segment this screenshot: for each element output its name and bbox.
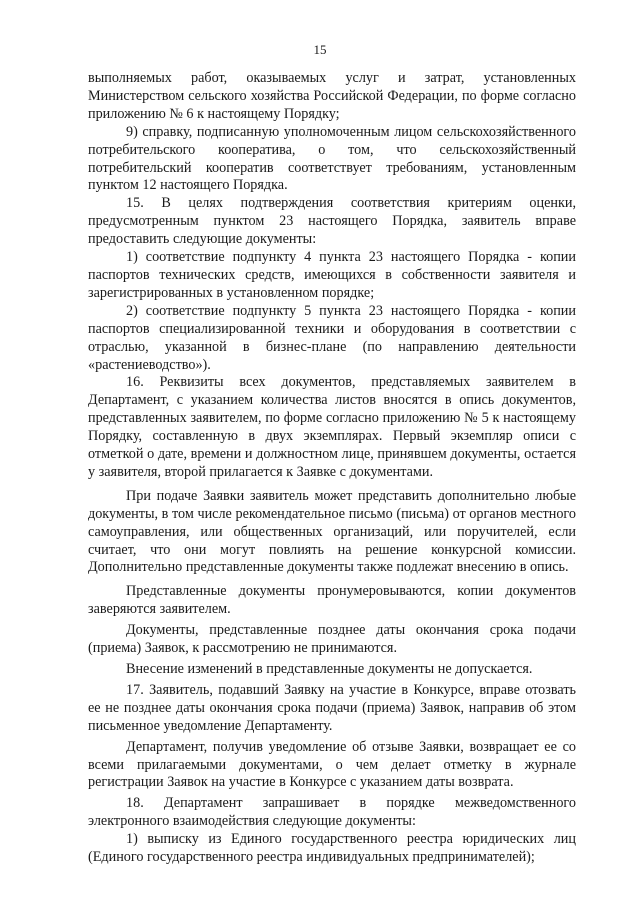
- paragraph-clause-16-changes: Внесение изменений в представленные документы не допускается.: [126, 661, 533, 677]
- paragraph-continuation: выполняемых работ, оказываемых услуг и затрат, установленных Министерством сельского хозяйства Российской Федерации, по форме согласно приложению № 6 к настоящему Порядку;: [88, 70, 576, 122]
- paragraph-clause-15: 15. В целях подтверждения соответствия критериям оценки, предусмотренным пунктом 23 настоящего Порядка, заявитель вправе предоставить следующие документы:: [88, 195, 576, 248]
- paragraph-clause-18-item-1: 1) выписку из Единого государственного реестра юридических лиц (Единого государственного реестра индивидуальных предпринимателей);: [88, 831, 576, 866]
- paragraph-clause-16-numbering: Представленные документы пронумеровываются, копии документов заверяются заявителем.: [88, 583, 576, 618]
- paragraph-clause-15-item-2: 2) соответствие подпункту 5 пункта 23 настоящего Порядка - копии паспортов специализированной техники и оборудования в соответствии с отраслью, указанной в бизнес-плане (по направлению деятельности «растениеводство»).: [88, 302, 576, 373]
- paragraph-item-9: 9) справку, подписанную уполномоченным лицом сельскохозяйственного потребительского кооператива, о том, что сельскохозяйственный потребительский кооператив соответствует требованиям, установленным пунктом 12 настоящего Порядка.: [88, 123, 576, 194]
- paragraph-clause-15-item-1: 1) соответствие подпункту 4 пункта 23 настоящего Порядка - копии паспортов технических средств, имеющихся в собственности заявителя и зарегистрированных в установленном порядке;: [88, 249, 576, 301]
- paragraph-clause-17: 17. Заявитель, подавший Заявку на участие в Конкурсе, вправе отозвать ее не позднее даты окончания срока подачи (приема) Заявок, направив об этом письменное уведомление Департаменту.: [88, 681, 576, 734]
- document-body: [88, 70, 576, 867]
- paragraph-clause-18: 18. Департамент запрашивает в порядке межведомственного электронного взаимодействия следующие документы:: [88, 795, 576, 830]
- paragraph-clause-16-additional: При подаче Заявки заявитель может представить дополнительно любые документы, в том числе рекомендательное письмо (письма) от органов местного самоуправления, или общественных организаций, или поручителей, если считает, что они могут повлиять на решение конкурсной комиссии. Дополнительно представленные документы также подлежат внесению в опись.: [88, 487, 576, 576]
- paragraph-clause-16-late: Документы, представленные позднее даты окончания срока подачи (приема) Заявок, к рассмотрению не принимаются.: [88, 622, 576, 657]
- page-number: 15: [313, 42, 327, 57]
- paragraph-clause-17-return: Департамент, получив уведомление об отзыве Заявки, возвращает ее со всеми прилагаемыми документами, о чем делает отметку в журнале регистрации Заявок на участие в Конкурсе с указанием даты возврата.: [88, 738, 576, 791]
- paragraph-clause-16: 16. Реквизиты всех документов, представляемых заявителем в Департамент, с указанием количества листов вносятся в опись документов, представленных заявителем, по форме согласно приложению № 5 к настоящему Порядку, составленную в двух экземплярах. Первый экземпляр описи с отметкой о дате, времени и должностном лице, принявшем документы, остается у заявителя, второй прилагается к Заявке с документами.: [88, 374, 576, 480]
